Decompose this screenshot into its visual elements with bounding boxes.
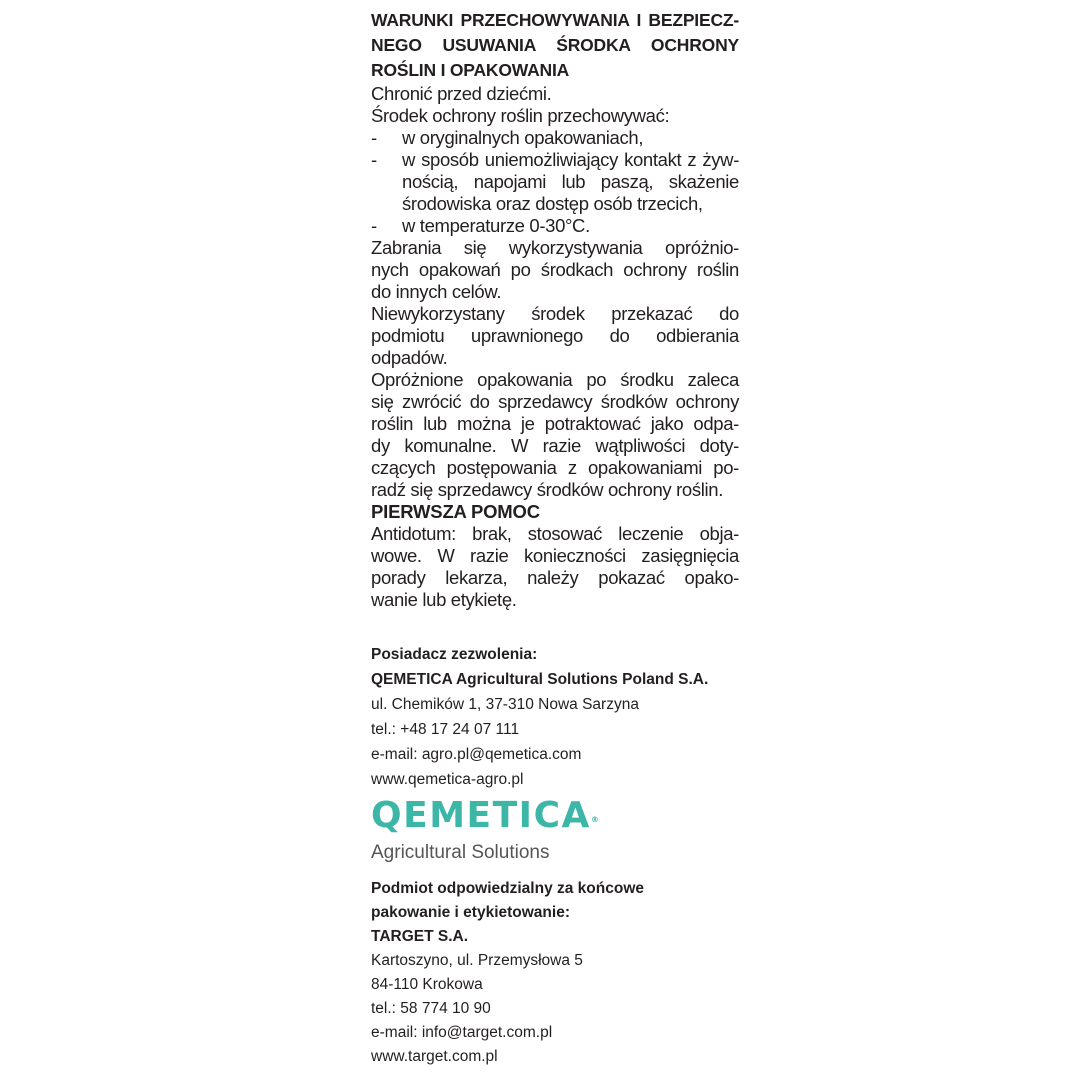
packager-block xyxy=(371,877,771,1069)
packager-website: www.target.com.pl xyxy=(371,1048,498,1065)
text-line: Środek ochrony roślin przechowywać: xyxy=(371,105,670,126)
list-item xyxy=(371,149,739,215)
child-warning xyxy=(371,83,739,105)
text-line: Chronić przed dziećmi. xyxy=(371,83,552,104)
heading-line: WARUNKI PRZECHOWYWANIA I BEZPIECZ- xyxy=(371,10,739,30)
packager-postcode: 84-110 Krokowa xyxy=(371,976,483,993)
permit-holder-label: Posiadacz zezwolenia: xyxy=(371,646,538,663)
permit-holder-address: ul. Chemików 1, 37-310 Nowa Sarzyna xyxy=(371,696,639,713)
heading-line: NEGO USUWANIA ŚRODKA OCHRONY xyxy=(371,35,739,55)
text-line: Antidotum: brak, stosować leczenie obja- xyxy=(371,523,739,544)
text-line: porady lekarza, należy pokazać opako- xyxy=(371,567,739,588)
packager-label: Podmiot odpowiedzialny za końcowe xyxy=(371,880,644,897)
text-line: Opróżnione opakowania po środku zaleca xyxy=(371,369,739,390)
text-line: czących postępowania z opakowaniami po- xyxy=(371,457,739,478)
text-line: Zabrania się wykorzystywania opróżnio- xyxy=(371,237,739,258)
list-item xyxy=(371,215,739,237)
text-line: wanie lub etykietę. xyxy=(371,589,517,610)
storage-intro xyxy=(371,105,739,127)
empty-packaging-disposal xyxy=(371,369,739,501)
text-line: w sposób uniemożliwiający kontakt z żyw- xyxy=(402,149,739,170)
storage-conditions-list xyxy=(371,127,739,237)
text-line: środowiska oraz dostęp osób trzecich, xyxy=(402,193,703,214)
permit-holder-website: www.qemetica-agro.pl xyxy=(371,771,524,788)
text-line: radź się sprzedawcy środków ochrony roślin. xyxy=(371,479,724,500)
bullet-dash: - xyxy=(371,215,377,236)
text-line: w oryginalnych opakowaniach, xyxy=(402,127,644,148)
bullet-dash: - xyxy=(371,149,377,170)
storage-heading xyxy=(371,8,739,83)
packager-email: e-mail: info@target.com.pl xyxy=(371,1024,553,1041)
unused-product-disposal xyxy=(371,303,739,369)
logo-wordmark: QEMETICA xyxy=(371,795,591,836)
registered-mark: ® xyxy=(590,815,601,824)
first-aid-text xyxy=(371,523,739,611)
text-line: roślin lub można je potraktować jako odpa- xyxy=(371,413,739,434)
text-line: dy komunalne. W razie wątpliwości doty- xyxy=(371,435,739,456)
logo-brand xyxy=(371,795,600,837)
packager-company: TARGET S.A. xyxy=(371,928,469,945)
permit-holder-phone: tel.: +48 17 24 07 111 xyxy=(371,721,520,738)
permit-holder-company: QEMETICA Agricultural Solutions Poland S.A. xyxy=(371,671,709,688)
packager-address: Kartoszyno, ul. Przemysłowa 5 xyxy=(371,952,583,969)
text-line: do innych celów. xyxy=(371,281,502,302)
heading-line: ROŚLIN I OPAKOWANIA xyxy=(371,60,570,80)
permit-holder-email: e-mail: agro.pl@qemetica.com xyxy=(371,746,582,763)
label-text-column xyxy=(371,8,739,611)
packager-phone: tel.: 58 774 10 90 xyxy=(371,1000,491,1017)
text-line: Niewykorzystany środek przekazać do xyxy=(371,303,739,324)
text-line: się zwrócić do sprzedawcy środków ochrony xyxy=(371,391,739,412)
permit-holder-block xyxy=(371,642,771,792)
text-line: odpadów. xyxy=(371,347,448,368)
packager-label: pakowanie i etykietowanie: xyxy=(371,904,570,921)
list-item xyxy=(371,127,739,149)
qemetica-logo xyxy=(371,795,600,867)
logo-tagline: Agricultural Solutions xyxy=(371,842,550,863)
text-line: w temperaturze 0-30°C. xyxy=(402,215,590,236)
first-aid-heading: PIERWSZA POMOC xyxy=(371,501,540,522)
text-line: podmiotu uprawnionego do odbierania xyxy=(371,325,739,346)
reuse-prohibition xyxy=(371,237,739,303)
text-line: nością, napojami lub paszą, skażenie xyxy=(402,171,739,192)
text-line: nych opakowań po środkach ochrony roślin xyxy=(371,259,739,280)
text-line: wowe. W razie konieczności zasięgnięcia xyxy=(371,545,739,566)
bullet-dash: - xyxy=(371,127,377,148)
